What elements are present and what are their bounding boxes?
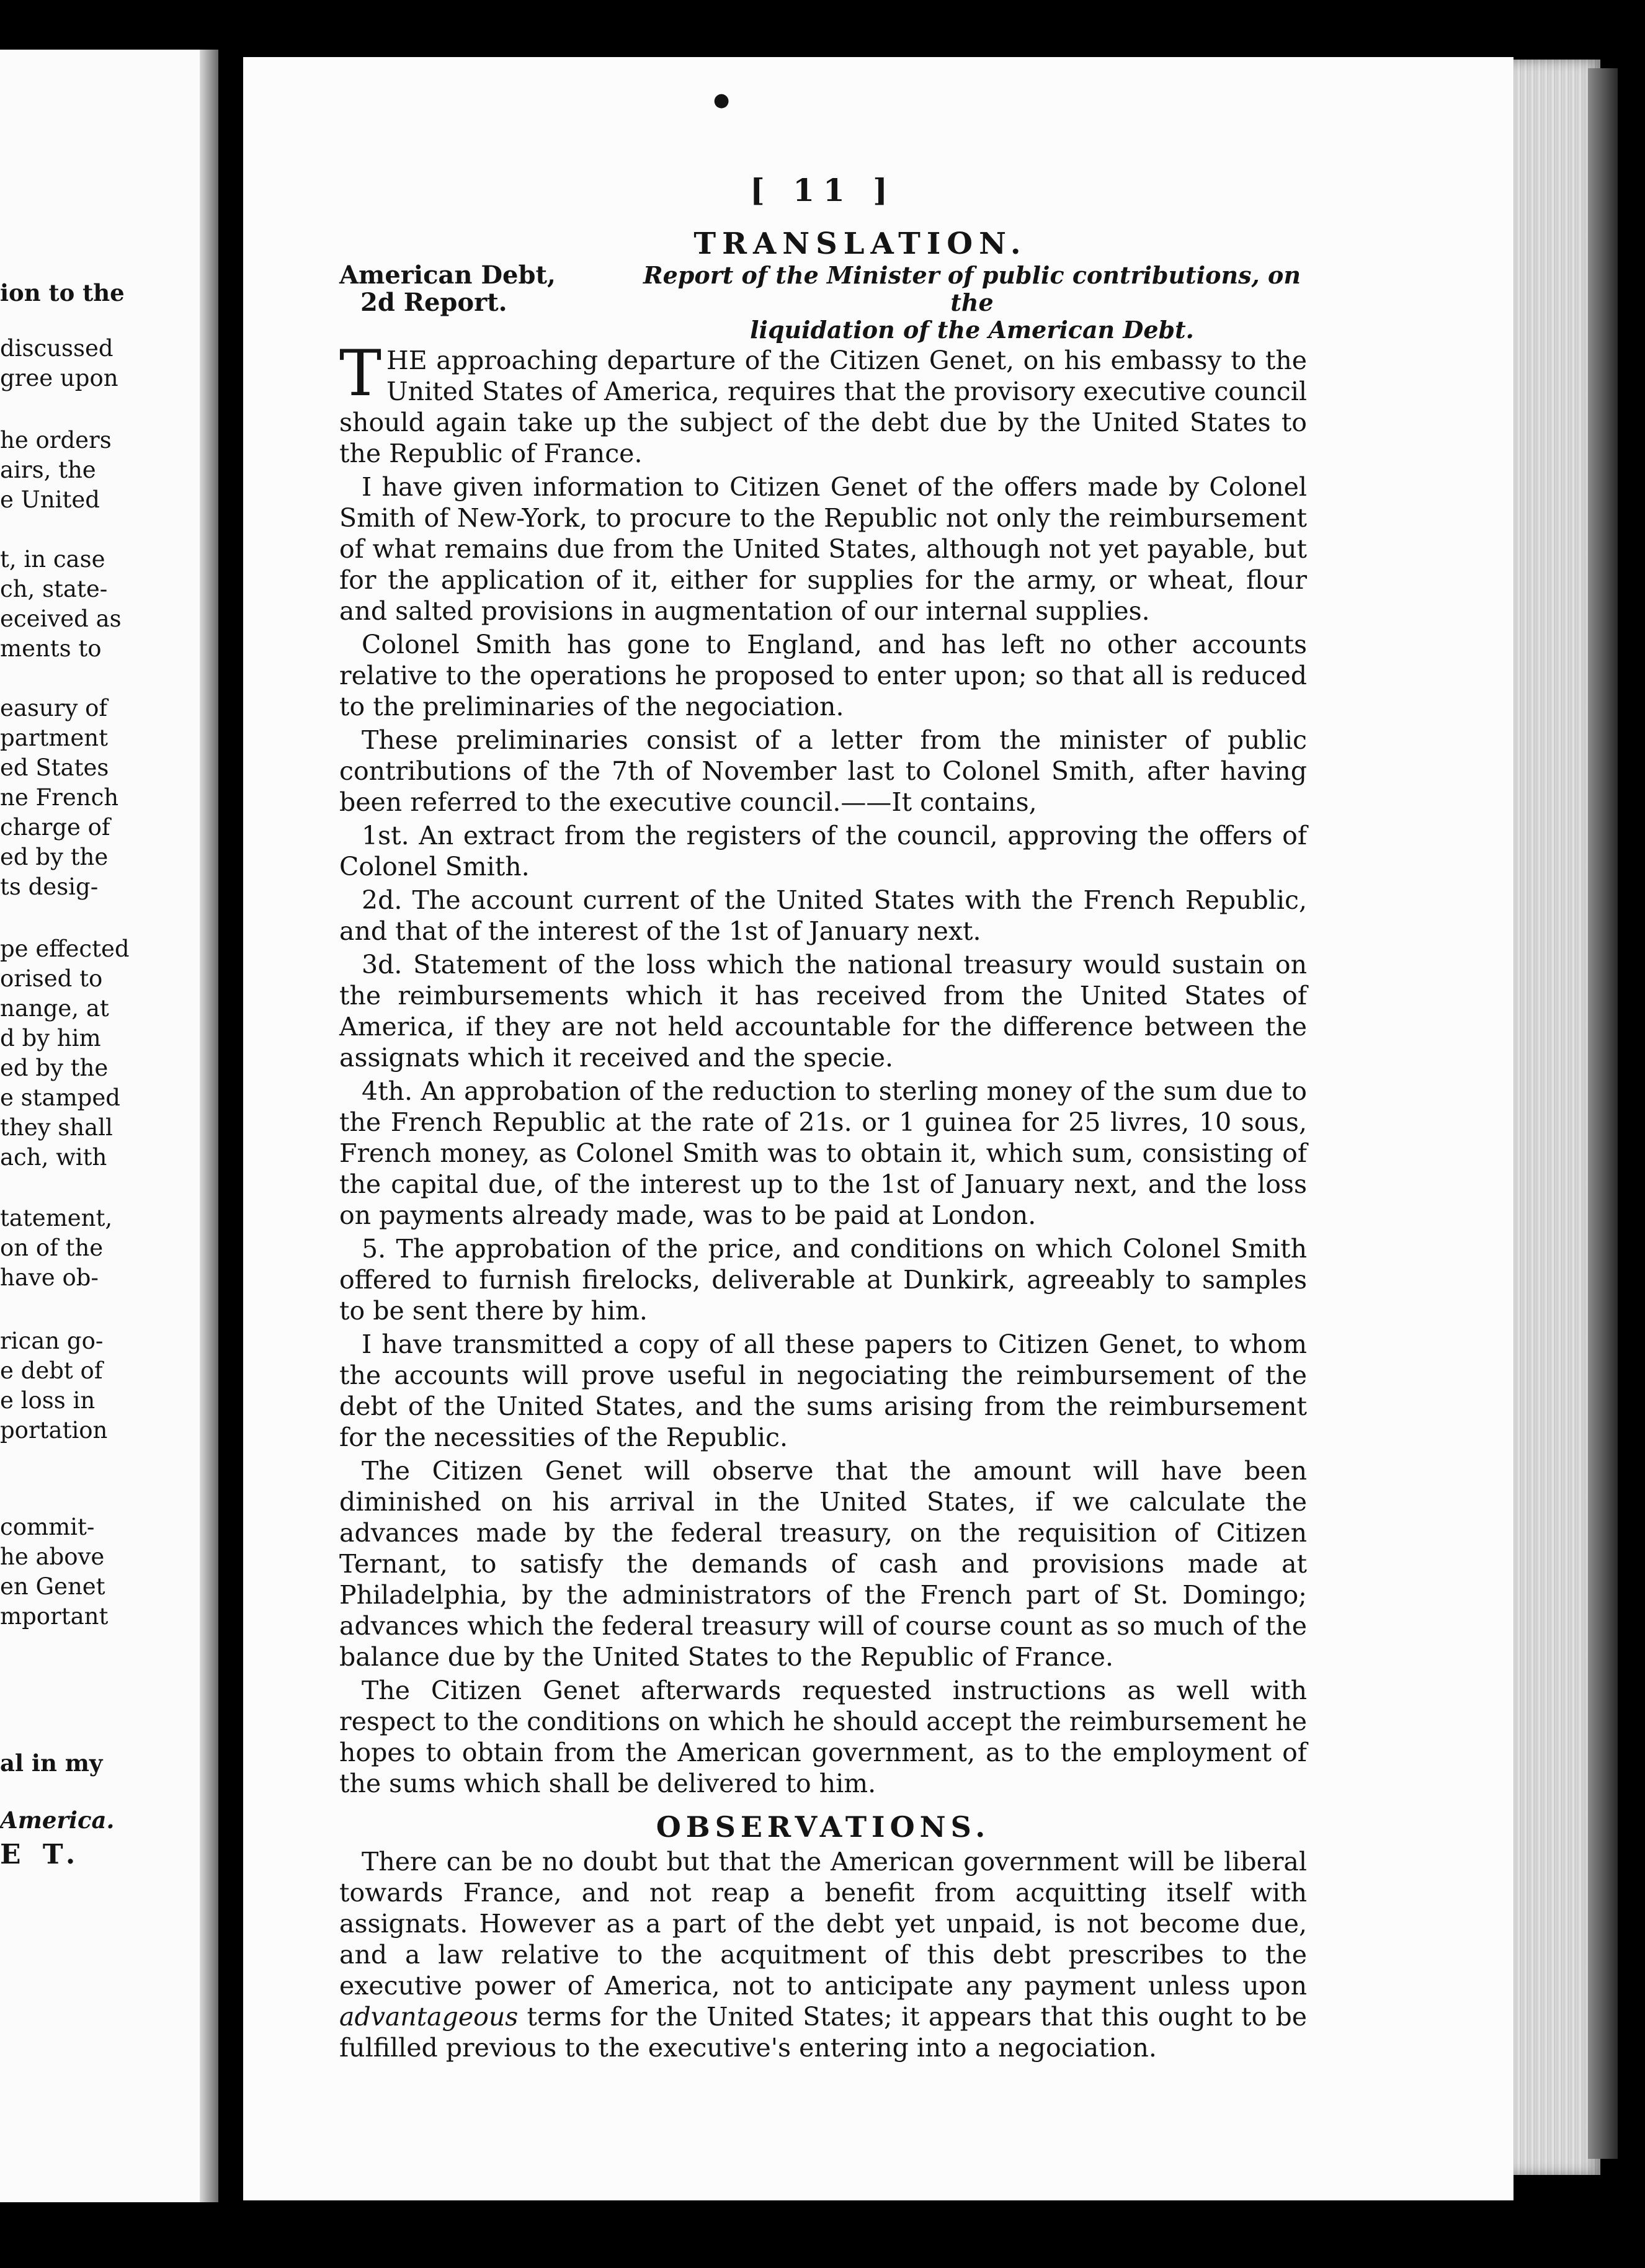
fragment-line: e stamped bbox=[0, 1084, 120, 1111]
fragment-line: commit- bbox=[0, 1514, 95, 1540]
fragment-line: have ob- bbox=[0, 1264, 99, 1291]
fragment-line: ach, with bbox=[0, 1144, 107, 1171]
paragraph: The Citizen Genet afterwards requested instructions as well with respect to the conditions on which he should accept the reimbursement he hopes to obtain from the American government, as to the employment of the sums which shall be delivered to him. bbox=[339, 1676, 1307, 1798]
list-item: 4th. An approbation of the reduction to sterling money of the sum due to the French Republic at the rate of 21s. or 1 guinea for 25 livres, 10 sous, French money, as Colonel Smith was to obtain it, which sum, consisting of the capital due, of the interest up to the 1st of January next, and the loss on payments already made, was to be paid at London. bbox=[339, 1076, 1307, 1230]
paragraph-text: terms for the United States; it appears that this ought to be fulfilled previous to the executive's entering into a negociation. bbox=[339, 2002, 1307, 2063]
paragraph: I have given information to Citizen Genet of the offers made by Colonel Smith of New-York, to procure to the Republic not only the reimbursement of what remains due from the United States, although not yet payable, but for the application of it, either for supplies for the army, or wheat, flour and salted provisions in augmentation of our internal supplies. bbox=[339, 472, 1307, 626]
fragment-line: e United bbox=[0, 486, 100, 513]
page-gutter-shadow bbox=[200, 50, 218, 2202]
side-note bbox=[339, 262, 637, 344]
observations-heading: OBSERVATIONS. bbox=[656, 1810, 991, 1844]
fragment-line: gree upon bbox=[0, 365, 118, 391]
fragment-line: mportant bbox=[0, 1603, 109, 1630]
report-title-line: liquidation of the American Debt. bbox=[750, 316, 1194, 344]
list-item: 3d. Statement of the loss which the national treasury would sustain on the reimbursements which it has received from the United States of America, if they are not held accountable for the difference between the assignats which it received and the specie. bbox=[339, 950, 1307, 1073]
ink-mark: ● bbox=[713, 89, 730, 111]
paragraph: The Citizen Genet will observe that the amount will have been diminished on his arrival in the United States, if we calculate the advances made by the federal treasury, on the requisition of Citizen Ternant, to satisfy the demands of cash and provisions made at Philadelphia, by the administrators of the French part of St. Domingo; advances which the federal treasury will of course count as so much of the balance due by the United States to the Republic of France. bbox=[339, 1456, 1307, 1672]
fragment-line: discussed bbox=[0, 335, 114, 362]
side-note-line: 2d Report. bbox=[360, 288, 507, 317]
paragraph-text: There can be no doubt but that the American government will be liberal towards France, and not reap a benefit from acquitting itself with assignats. However as a part of the debt yet unpaid, is not become due, and a law relative to the acquitment of this debt prescribes to the executive power of America, not to anticipate any payment unless upon bbox=[339, 1847, 1307, 2001]
previous-page-fragment bbox=[0, 50, 218, 2202]
fragment-line: he orders bbox=[0, 427, 112, 453]
fragment-line: airs, the bbox=[0, 457, 96, 483]
paragraph: These preliminaries consist of a letter from the minister of public contributions of the 7th of November last to Colonel Smith, after having been referred to the executive council.——It contains, bbox=[339, 725, 1307, 817]
fragment-line: orised to bbox=[0, 965, 103, 992]
fragment-line: al in my bbox=[0, 1749, 103, 1777]
fragment-line: e loss in bbox=[0, 1387, 96, 1414]
list-item: 1st. An extract from the registers of the council, approving the offers of Colonel Smith. bbox=[339, 821, 1307, 882]
report-title-line: Report of the Minister of public contributions, on the bbox=[643, 261, 1301, 316]
fragment-line: easury of bbox=[0, 695, 108, 721]
report-header bbox=[339, 262, 1307, 344]
fragment-line: ts desig- bbox=[0, 873, 99, 900]
fragment-line: partment bbox=[0, 725, 108, 751]
emphasis-text: advantageous bbox=[339, 2002, 519, 2032]
paragraph: Colonel Smith has gone to England, and has left no other accounts relative to the operations he proposed to enter upon; so that all is reduced to the preliminaries of the negociation. bbox=[339, 630, 1307, 721]
paragraph bbox=[339, 337, 1307, 469]
paragraph bbox=[339, 1846, 1307, 2063]
book-page-edges bbox=[1507, 60, 1600, 2175]
fragment-line: e debt of bbox=[0, 1357, 103, 1384]
paragraph: I have transmitted a copy of all these papers to Citizen Genet, to whom the accounts will prove useful in negociating the reimbursement of the debt of the United States, and the sums arising from the reimbursement for the necessities of the Republic. bbox=[339, 1329, 1307, 1452]
fragment-line: he above bbox=[0, 1543, 105, 1570]
fragment-line: pe effected bbox=[0, 935, 130, 962]
side-note-line: American Debt, bbox=[339, 261, 556, 290]
fragment-line: nange, at bbox=[0, 995, 109, 1022]
fragment-line: charge of bbox=[0, 814, 110, 841]
fragment-line: America. bbox=[0, 1806, 115, 1834]
drop-cap: T bbox=[339, 337, 382, 411]
fragment-line: ed by the bbox=[0, 844, 109, 870]
page-number: [ 11 ] bbox=[750, 172, 896, 208]
section-heading: TRANSLATION. bbox=[693, 226, 1027, 261]
fragment-line: en Genet bbox=[0, 1573, 105, 1600]
fragment-line: ments to bbox=[0, 635, 102, 662]
fragment-line: ed States bbox=[0, 754, 109, 781]
fragment-line: rican go- bbox=[0, 1328, 104, 1354]
fragment-line: they shall bbox=[0, 1114, 113, 1141]
report-title bbox=[637, 262, 1307, 344]
paragraph-text: HE approaching departure of the Citizen Genet, on his embassy to the United States of America, requires that the provisory executive council should again take up the subject of the debt due by the United States to the Republic of France. bbox=[339, 346, 1307, 468]
list-item: 2d. The account current of the United States with the French Republic, and that of the interest of the 1st of January next. bbox=[339, 885, 1307, 946]
fragment-line: ne French bbox=[0, 784, 119, 811]
page-content bbox=[339, 172, 1307, 2066]
fragment-line: ed by the bbox=[0, 1055, 109, 1081]
fragment-line: ch, state- bbox=[0, 576, 108, 602]
fragment-line: t, in case bbox=[0, 546, 105, 573]
fragment-line: E T. bbox=[0, 1839, 82, 1870]
fragment-line: portation bbox=[0, 1417, 108, 1444]
fragment-line: d by him bbox=[0, 1025, 101, 1051]
book-page bbox=[243, 57, 1513, 2200]
fragment-line: ion to the bbox=[0, 279, 125, 306]
fragment-line: eceived as bbox=[0, 605, 122, 632]
book-edge-shadow bbox=[1588, 68, 1618, 2159]
fragment-line: tatement, bbox=[0, 1205, 113, 1231]
list-item: 5. The approbation of the price, and conditions on which Colonel Smith offered to furnish firelocks, deliverable at Dunkirk, agreeably to samples to be sent there by him. bbox=[339, 1234, 1307, 1326]
fragment-line: on of the bbox=[0, 1234, 104, 1261]
